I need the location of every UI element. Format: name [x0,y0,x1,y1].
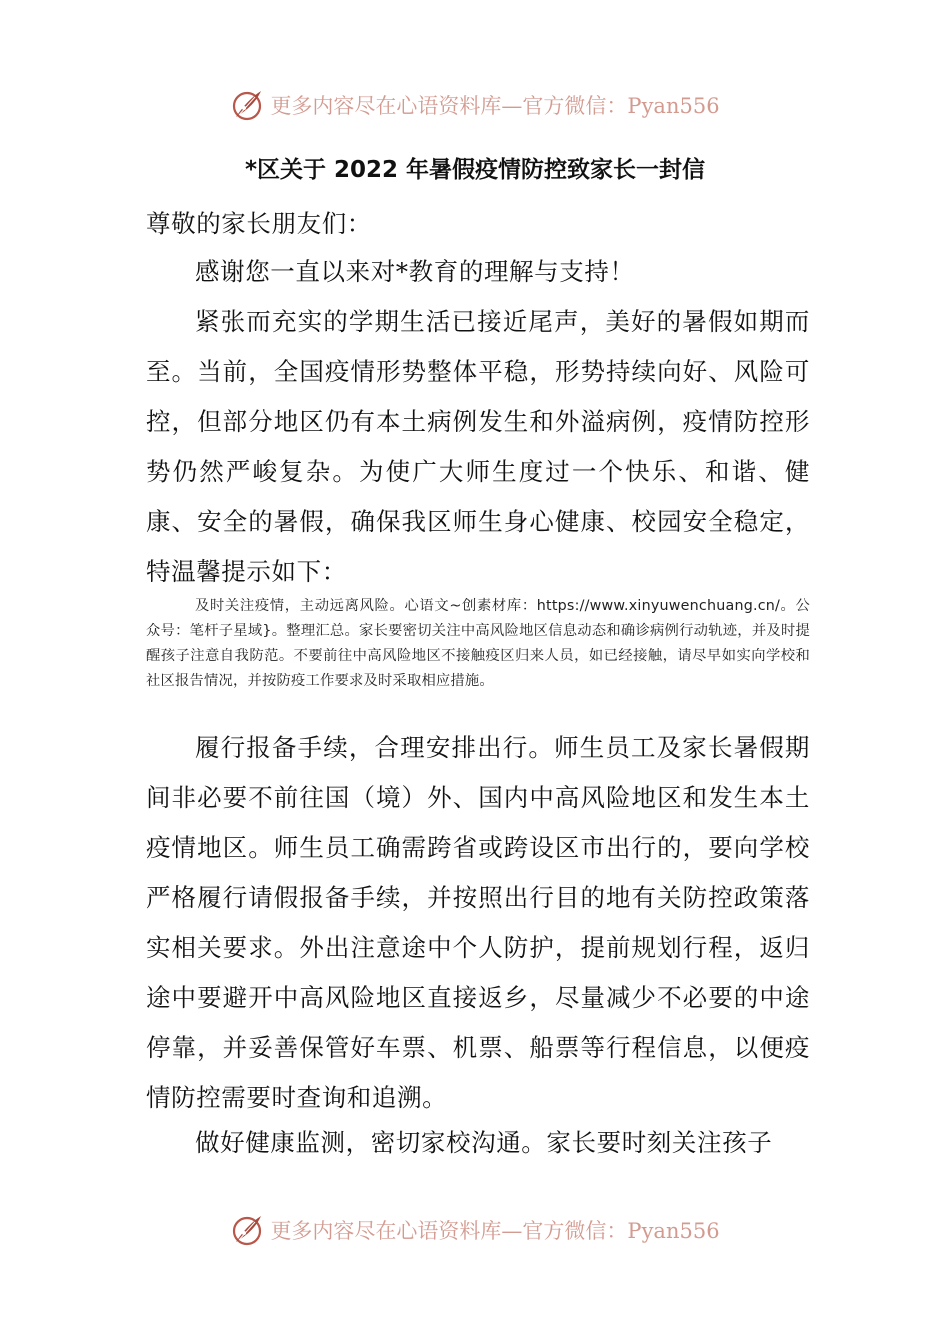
paragraph-health: 做好健康监测，密切家校沟通。家长要时刻关注孩子 [195,1128,773,1157]
paragraph-thanks: 感谢您一直以来对*教育的理解与支持！ [195,257,635,286]
feather-pen-seal-icon [230,88,264,122]
watermark-text: 更多内容尽在心语资料库—官方微信：Pyan556 [270,94,720,118]
paragraph-intro: 紧张而充实的学期生活已接近尾声，美好的暑假如期而至。当前，全国疫情形势整体平稳，形势持续向好、风险可控，但部分地区仍有本土病例发生和外溢病例，疫情防控形势仍然严峻复杂。为使广大师生度过一个快乐、和谐、健康、安全的暑假，确保我区师生身心健康、校园安全稳定，特温馨提示如下： [146,307,810,586]
watermark-banner-top [0,85,950,125]
watermark-text: 更多内容尽在心语资料库—官方微信：Pyan556 [270,1219,720,1243]
document-title: *区关于 2022 年暑假疫情防控致家长一封信 [244,157,706,183]
paragraph-travel: 履行报备手续，合理安排出行。师生员工及家长暑假期间非必要不前往国（境）外、国内中高风险地区和发生本土疫情地区。师生员工确需跨省或跨设区市出行的，要向学校严格履行请假报备手续，并按照出行目的地有关防控政策落实相关要求。外出注意途中个人防护，提前规划行程，返归途中要避开中高风险地区直接返乡，尽量减少不必要的中途停靠，并妥善保管好车票、机票、船票等行程信息，以便疫情防控需要时查询和追溯。 [146,733,810,1112]
feather-pen-seal-icon [230,1213,264,1247]
watermark-banner-bottom [0,1210,950,1250]
paragraph-attention: 及时关注疫情，主动远离风险。心语文~创素材库：https://www.xinyuwenchuang.cn/。公众号：笔杆子星域}。整理汇总。家长要密切关注中高风险地区信息动态和确诊病例行动轨迹，并及时提醒孩子注意自我防范。不要前往中高风险地区不接触疫区归来人员，如已经接触，请尽早如实向学校和社区报告情况，并按防疫工作要求及时采取相应措施。 [146,598,810,689]
salutation: 尊敬的家长朋友们： [146,209,372,238]
